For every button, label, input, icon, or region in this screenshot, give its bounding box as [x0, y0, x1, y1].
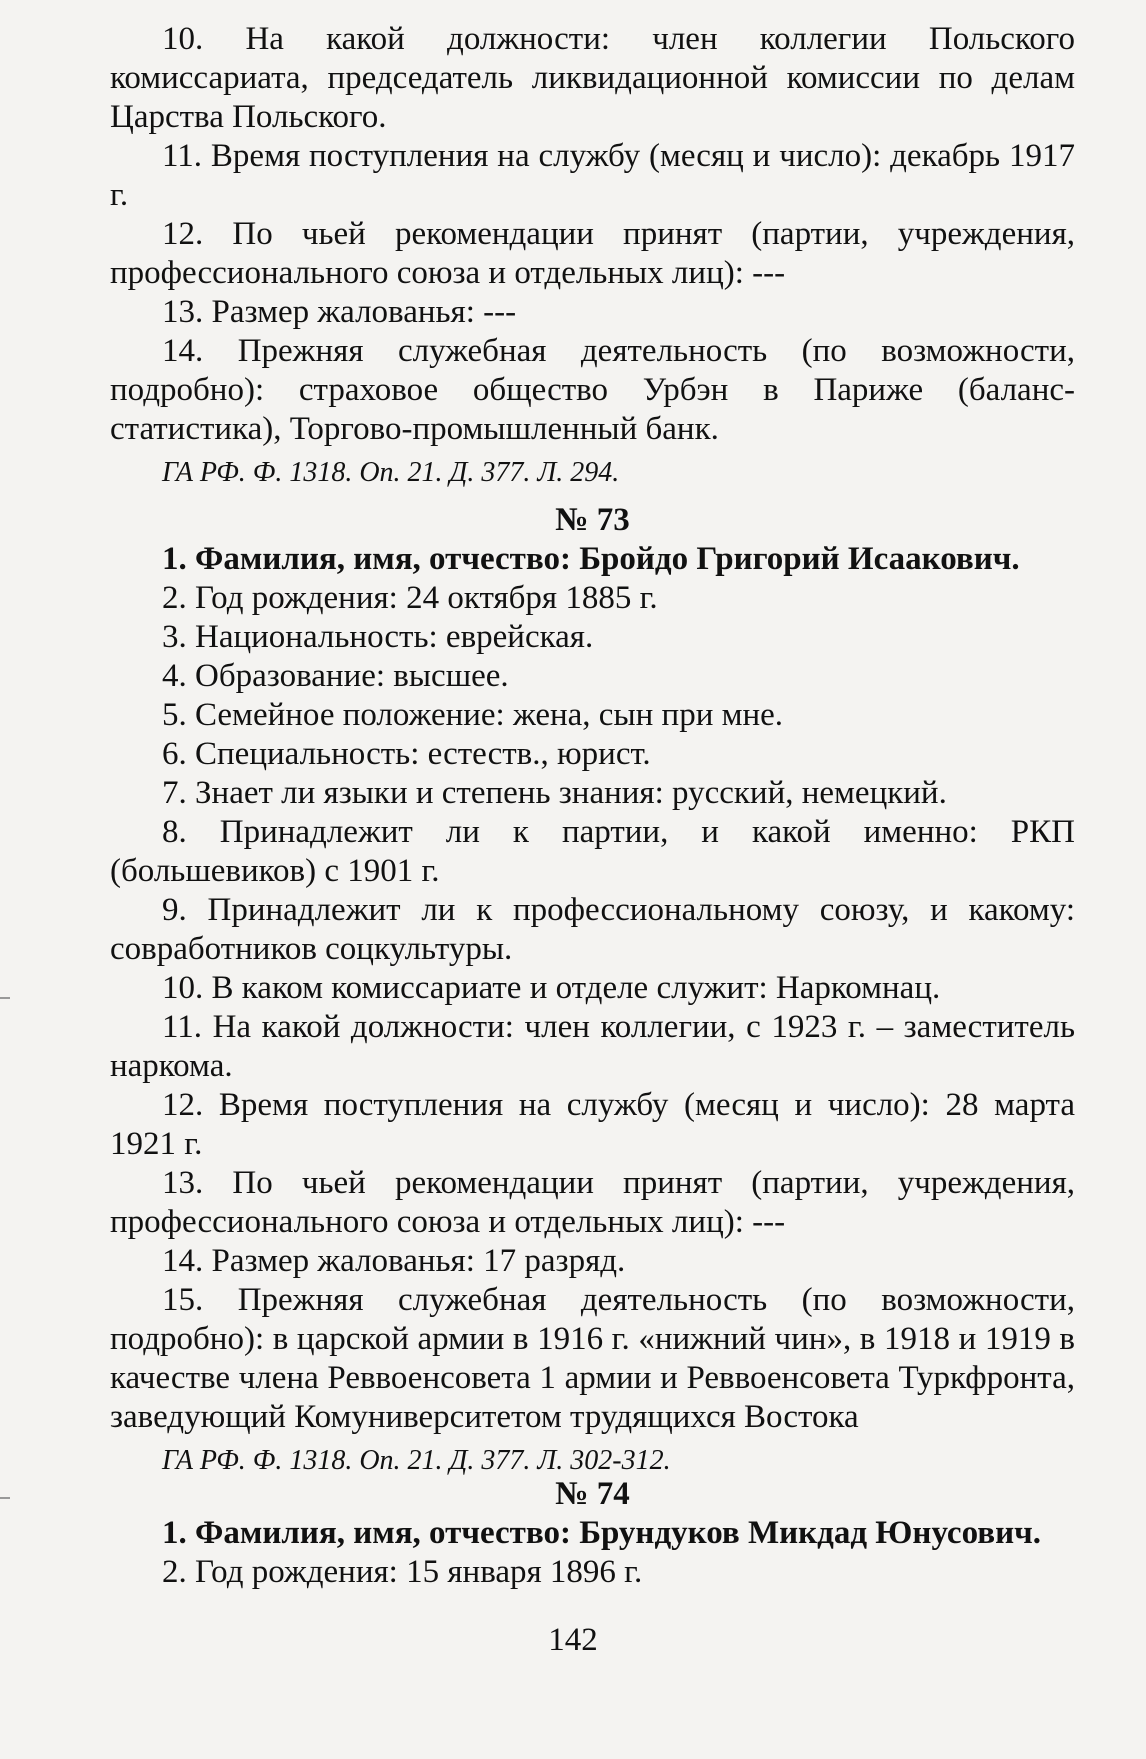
scan-edge-mark	[0, 1497, 10, 1499]
archive-source-73: ГА РФ. Ф. 1318. Оп. 21. Д. 377. Л. 302-312.	[162, 1445, 671, 1476]
record-73-item-7: 7. Знает ли языки и степень знания: русский, немецкий.	[162, 775, 947, 811]
item-top-14: 14. Прежняя служебная деятельность (по возможности, подробно): страховое общество Урбэн в Париже (баланс-статистика), Торгово-промышленный банк.	[110, 333, 1075, 447]
record-73-item-3: 3. Национальность: еврейская.	[162, 619, 594, 655]
scan-edge-mark	[0, 997, 10, 999]
item-top-11: 11. Время поступления на службу (месяц и число): декабрь 1917 г.	[110, 138, 1075, 213]
record-73-item-12: 12. Время поступления на службу (месяц и число): 28 марта 1921 г.	[110, 1087, 1075, 1162]
page-number: 142	[548, 1622, 598, 1658]
record-73-item-4: 4. Образование: высшее.	[162, 658, 509, 694]
record-73-item-8: 8. Принадлежит ли к партии, и какой именно: РКП (большевиков) с 1901 г.	[110, 814, 1075, 889]
record-73-item-6: 6. Специальность: естеств., юрист.	[162, 736, 651, 772]
record-73-item-14: 14. Размер жалованья: 17 разряд.	[162, 1243, 626, 1279]
record-74	[110, 1474, 1075, 1592]
record-73-item-9: 9. Принадлежит ли к профессиональному союзу, и какому: совработников соцкультуры.	[110, 892, 1075, 967]
record-73-item-13: 13. По чьей рекомендации принят (партии, учреждения, профессионального союза и отдельных лиц): ---	[110, 1165, 1075, 1240]
record-74-name-line: 1. Фамилия, имя, отчество: Брундуков Микдад Юнусович.	[162, 1515, 1041, 1551]
record-73	[110, 500, 1075, 1479]
archive-source-top: ГА РФ. Ф. 1318. Оп. 21. Д. 377. Л. 294.	[162, 457, 620, 488]
record-73-item-5: 5. Семейное положение: жена, сын при мне.	[162, 697, 784, 733]
item-top-13: 13. Размер жалованья: ---	[162, 294, 517, 330]
record-73-item-10: 10. В каком комиссариате и отделе служит: Наркомнац.	[162, 970, 941, 1006]
top-continuation-block	[110, 20, 1075, 491]
record-73-item-11: 11. На какой должности: член коллегии, с 1923 г. – заместитель наркома.	[110, 1009, 1075, 1084]
record-73-item-2: 2. Год рождения: 24 октября 1885 г.	[162, 580, 658, 616]
record-73-name-line: 1. Фамилия, имя, отчество: Бройдо Григорий Исаакович.	[162, 541, 1020, 577]
record-number-74: № 74	[555, 1476, 630, 1512]
record-number-73: № 73	[555, 502, 630, 538]
item-top-10: 10. На какой должности: член коллегии Польского комиссариата, председатель ликвидационной комиссии по делам Царства Польского.	[110, 21, 1075, 135]
record-73-item-15: 15. Прежняя служебная деятельность (по возможности, подробно): в царской армии в 1916 г. «нижний чин», в 1918 и 1919 в качестве члена Реввоенсовета 1 армии и Реввоенсовета Туркфронта, заведующий Комуниверситетом трудящихся Востока	[110, 1282, 1075, 1435]
record-74-item-2: 2. Год рождения: 15 января 1896 г.	[162, 1554, 643, 1590]
item-top-12: 12. По чьей рекомендации принят (партии, учреждения, профессионального союза и отдельных лиц): ---	[110, 216, 1075, 291]
